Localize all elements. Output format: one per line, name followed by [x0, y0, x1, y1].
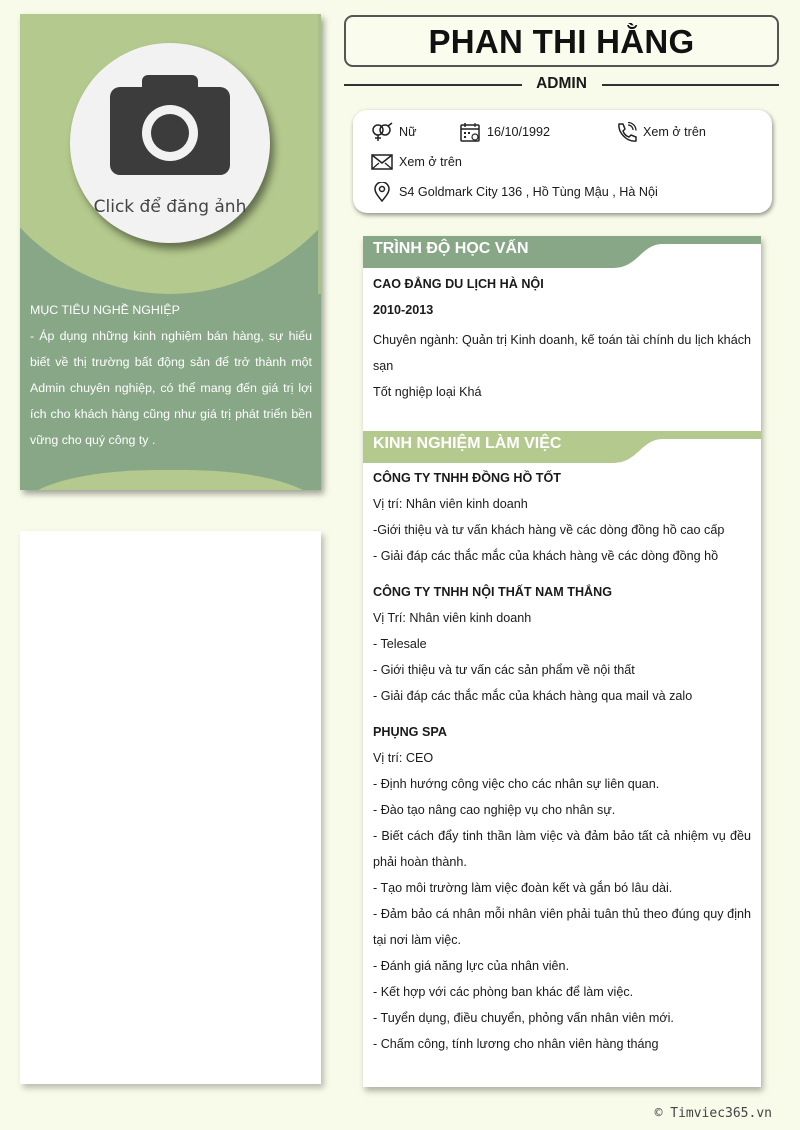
job-line: - Đánh giá năng lực của nhân viên. — [373, 959, 570, 973]
job-line: - Đào tạo nâng cao nghiệp vụ cho nhân sự. — [373, 803, 616, 817]
job-line: - Biết cách đẩy tinh thần làm việc và đảm bảo tất cả nhiệm vụ đều phải hoàn thành. — [373, 829, 751, 869]
job-line: - Giải đáp các thắc mắc của khách hàng qua mail và zalo — [373, 689, 693, 703]
mail-icon — [371, 152, 393, 172]
experience-header — [363, 431, 761, 463]
calendar-icon — [459, 122, 481, 142]
birthday-value: 16/10/1992 — [487, 125, 551, 139]
job-line: Vị trí: CEO — [373, 751, 434, 765]
grade: Tốt nghiệp loại Khá — [373, 385, 482, 399]
job-line: - Giải đáp các thắc mắc của khách hàng về các dòng đồng hồ — [373, 549, 719, 563]
main-panel — [363, 236, 761, 1087]
job-2 — [373, 579, 751, 709]
name-box — [344, 15, 779, 67]
job-company: CÔNG TY TNHH ĐỒNG HỒ TỐT — [373, 471, 561, 485]
job-line: Vị Trí: Nhân viên kinh doanh — [373, 611, 532, 625]
camera-icon — [110, 73, 230, 177]
footer-credit[interactable]: © Timviec365.vn — [654, 1106, 772, 1121]
phone-value: Xem ở trên — [643, 125, 706, 139]
job-line: - Chấm công, tính lương cho nhân viên hàng tháng — [373, 1037, 659, 1051]
decorative-bottom-arc — [20, 470, 321, 490]
job-company: PHỤNG SPA — [373, 725, 447, 739]
education-header — [363, 236, 761, 268]
job-role-label: ADMIN — [524, 75, 599, 92]
full-name: PHAN THI HẰNG — [428, 23, 695, 60]
gender-value: Nữ — [399, 125, 417, 139]
job-company: CÔNG TY TNHH NỘI THẤT NAM THẮNG — [373, 585, 613, 599]
school-name: CAO ĐẲNG DU LỊCH HÀ NỘI — [373, 277, 544, 291]
email-value: Xem ở trên — [399, 155, 462, 169]
photo-upload-label: Click để đăng ảnh — [93, 197, 247, 217]
objective-text: - Áp dụng những kinh nghiệm bán hàng, sự hiểu biết về thị trường bất động sản để trở thành một Admin chuyên nghiệp, có thể mang đến giá trị lợi ích cho khách hàng cũng như giá trị phát triển bền vững cho quý công ty . — [30, 329, 312, 447]
experience-content — [373, 465, 751, 1057]
job-1 — [373, 465, 751, 569]
major: Chuyên ngành: Quản trị Kinh doanh, kế toán tài chính du lịch khách sạn — [373, 333, 751, 373]
job-line: -Giới thiệu và tư vấn khách hàng về các dòng đồng hồ cao cấp — [373, 523, 725, 537]
gender-item — [371, 122, 417, 142]
phone-icon — [615, 122, 637, 142]
objective-title: MỤC TIÊU NGHỀ NGHIỆP — [30, 303, 180, 317]
job-line: - Kết hợp với các phòng ban khác để làm việc. — [373, 985, 634, 999]
address-value: S4 Goldmark City 136 , Hồ Tùng Mậu , Hà Nội — [399, 185, 658, 199]
job-3 — [373, 719, 751, 1057]
education-title: TRÌNH ĐỘ HỌC VẤN — [373, 240, 529, 257]
job-line: - Tạo môi trường làm việc đoàn kết và gắn bó lâu dài. — [373, 881, 673, 895]
contact-card — [353, 110, 772, 213]
phone-item — [615, 122, 706, 142]
profile-card — [20, 14, 321, 490]
gender-icon — [371, 122, 393, 142]
email-item — [371, 152, 462, 172]
job-line: - Tuyển dụng, điều chuyển, phỏng vấn nhân viên mới. — [373, 1011, 674, 1025]
decorative-strip — [318, 14, 321, 294]
job-line: - Giới thiệu và tư vấn các sản phẩm về nội thất — [373, 663, 635, 677]
address-item — [371, 182, 658, 202]
experience-title: KINH NGHIỆM LÀM VIỆC — [373, 435, 562, 452]
left-blank-panel — [20, 531, 321, 1084]
job-line: Vị trí: Nhân viên kinh doanh — [373, 497, 528, 511]
career-objective — [30, 297, 312, 453]
job-line: - Telesale — [373, 637, 427, 651]
photo-upload[interactable] — [70, 43, 270, 243]
birthday-item — [459, 122, 550, 142]
job-role — [344, 75, 779, 93]
job-line: - Đảm bảo cá nhân mỗi nhân viên phải tuân thủ theo đúng quy định tại nơi làm việc. — [373, 907, 751, 947]
job-line: - Định hướng công việc cho các nhân sự liên quan. — [373, 777, 660, 791]
school-years: 2010-2013 — [373, 303, 434, 317]
education-content — [373, 271, 751, 405]
location-pin-icon — [371, 182, 393, 202]
